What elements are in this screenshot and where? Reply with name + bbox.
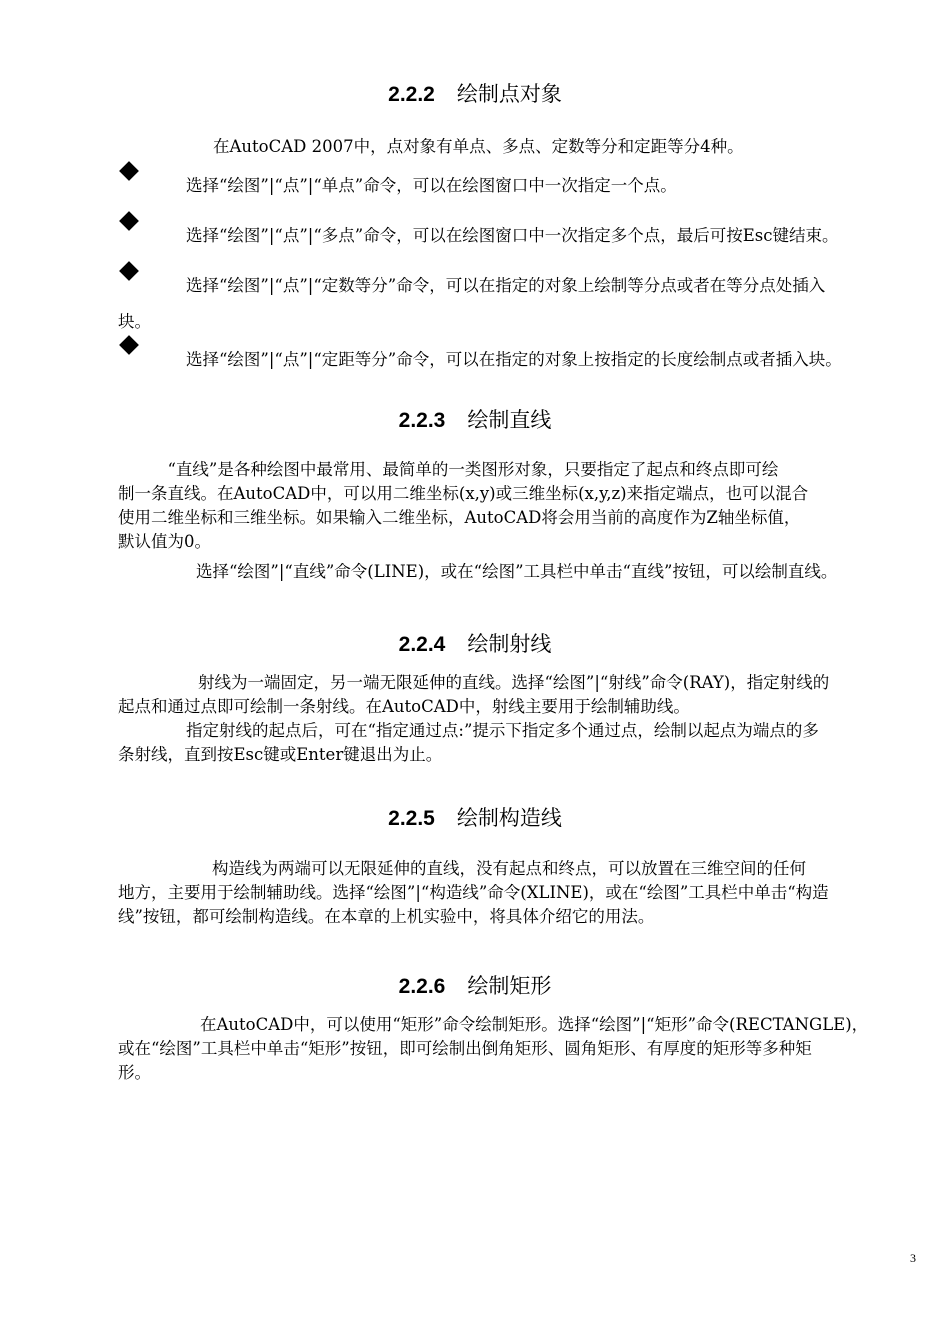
- section-number: 2.2.6: [398, 975, 446, 998]
- paragraph-line: 构造线为两端可以无限延伸的直线，没有起点和终点，可以放置在三维空间的任何: [212, 859, 806, 878]
- paragraph: [118, 671, 906, 719]
- paragraph-line: 射线为一端固定，另一端无限延伸的直线。选择“绘图”|“射线”命令(RAY)，指定射线的: [198, 673, 830, 692]
- diamond-bullet-icon: [119, 161, 139, 181]
- section-number: 2.2.4: [398, 633, 446, 656]
- section-number: 2.2.3: [398, 409, 446, 432]
- diamond-bullet-icon: [119, 261, 139, 281]
- paragraph-line: “直线”是各种绘图中最常用、最简单的一类图形对象，只要指定了起点和终点即可绘: [118, 460, 779, 479]
- section-title: 绘制构造线: [456, 806, 562, 830]
- paragraph-line: 形。: [118, 1063, 151, 1082]
- section-title: 绘制点对象: [456, 82, 562, 106]
- section-heading-2-2-5: [0, 802, 950, 832]
- paragraph-line: 使用二维坐标和三维坐标。如果输入二维坐标，AutoCAD将会用当前的高度作为Z轴坐标值，: [118, 508, 801, 527]
- section-number: 2.2.2: [388, 83, 435, 106]
- paragraph-line: 地方，主要用于绘制辅助线。选择“绘图”|“构造线”命令(XLINE)，或在“绘图”工具栏中单击“构造: [118, 883, 829, 902]
- paragraph: [118, 458, 906, 554]
- paragraph: 选择“绘图”|“直线”命令(LINE)，或在“绘图”工具栏中单击“直线”按钮，可以绘制直线。: [196, 562, 838, 581]
- bullet-text: 选择“绘图”|“点”|“定距等分”命令，可以在指定的对象上按指定的长度绘制点或者插入块。: [186, 350, 842, 369]
- paragraph-line: 或在“绘图”工具栏中单击“矩形”按钮，即可绘制出倒角矩形、圆角矩形、有厚度的矩形等多种矩: [118, 1039, 812, 1058]
- intro-paragraph: 在AutoCAD 2007中，点对象有单点、多点、定数等分和定距等分4种。: [213, 137, 744, 156]
- section-title: 绘制直线: [467, 408, 552, 432]
- paragraph-line: 制一条直线。在AutoCAD中，可以用二维坐标(x,y)或三维坐标(x,y,z)来指定端点，也可以混合: [118, 484, 809, 503]
- paragraph-line: 条射线，直到按Esc键或Enter键退出为止。: [118, 745, 443, 764]
- paragraph-line: 在AutoCAD中，可以使用“矩形”命令绘制矩形。选择“绘图”|“矩形”命令(RECTANGLE)，: [200, 1015, 869, 1034]
- bullet-text: 选择“绘图”|“点”|“定数等分”命令，可以在指定的对象上绘制等分点或者在等分点处插入: [186, 276, 826, 295]
- section-title: 绘制射线: [467, 632, 552, 656]
- bullet-text: 选择“绘图”|“点”|“多点”命令，可以在绘图窗口中一次指定多个点，最后可按Esc键结束。: [186, 226, 839, 245]
- paragraph-line: 默认值为0。: [118, 532, 211, 551]
- paragraph-line: 线”按钮，都可绘制构造线。在本章的上机实验中，将具体介绍它的用法。: [118, 907, 655, 926]
- bullet-continuation: 块。: [118, 312, 151, 331]
- section-number: 2.2.5: [388, 807, 435, 830]
- paragraph-line: 起点和通过点即可绘制一条射线。在AutoCAD中，射线主要用于绘制辅助线。: [118, 697, 690, 716]
- section-title: 绘制矩形: [467, 974, 552, 998]
- section-heading-2-2-3: [0, 404, 950, 434]
- diamond-bullet-icon: [119, 211, 139, 231]
- section-heading-2-2-6: [0, 970, 950, 1000]
- page-number: 3: [910, 1251, 916, 1265]
- paragraph-line: 指定射线的起点后，可在“指定通过点:”提示下指定多个通过点，绘制以起点为端点的多: [186, 721, 819, 740]
- paragraph: [118, 857, 906, 929]
- section-heading-2-2-4: [0, 628, 950, 658]
- bullet-text: 选择“绘图”|“点”|“单点”命令，可以在绘图窗口中一次指定一个点。: [186, 176, 677, 195]
- paragraph: [118, 719, 906, 767]
- diamond-bullet-icon: [119, 335, 139, 355]
- section-heading-2-2-2: [0, 78, 950, 108]
- paragraph: [118, 1013, 906, 1085]
